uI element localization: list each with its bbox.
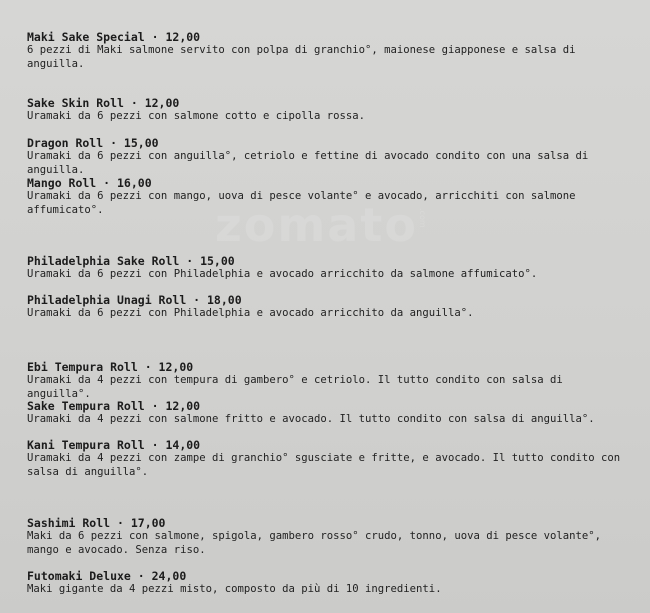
menu-item-description: Uramaki da 6 pezzi con Philadelphia e avocado arricchito da anguilla°.: [27, 307, 474, 319]
menu-item-description: Uramaki da 4 pezzi con tempura di gambero° e cetriolo. Il tutto condito con salsa di anguilla°.: [27, 374, 563, 400]
menu-item-dragon-roll: [27, 136, 627, 177]
menu-item-ebi-tempura-roll: [27, 360, 627, 401]
menu-item-title: Sake Tempura Roll · 12,00: [27, 399, 201, 413]
menu-item-title: Philadelphia Unagi Roll · 18,00: [27, 293, 242, 307]
menu-item-mango-roll: [27, 176, 627, 217]
menu-item-title: Sashimi Roll · 17,00: [27, 516, 166, 530]
menu-item-sake-tempura-roll: [27, 399, 627, 427]
menu-item-maki-sake-special: [27, 30, 627, 71]
menu-item-title: Futomaki Deluxe · 24,00: [27, 569, 187, 583]
menu-item-title: Sake Skin Roll · 12,00: [27, 96, 180, 110]
menu-item-sake-skin-roll: [27, 96, 627, 124]
menu-item-title: Dragon Roll · 15,00: [27, 136, 159, 150]
menu-item-description: Maki gigante da 4 pezzi misto, composto da più di 10 ingredienti.: [27, 583, 442, 595]
menu-item-description: Uramaki da 6 pezzi con mango, uova di pesce volante° e avocado, arricchiti con salmone affumicato°.: [27, 190, 576, 216]
menu-item-description: Uramaki da 4 pezzi con zampe di granchio° sgusciate e fritte, e avocado. Il tutto condito con salsa di anguilla°.: [27, 452, 621, 478]
watermark: zomato: [215, 198, 418, 252]
menu-item-title: Ebi Tempura Roll · 12,00: [27, 360, 194, 374]
menu-item-description: Uramaki da 4 pezzi con salmone fritto e avocado. Il tutto condito con salsa di anguilla°.: [27, 413, 595, 425]
menu-item-title: Philadelphia Sake Roll · 15,00: [27, 254, 235, 268]
menu-item-description: 6 pezzi di Maki salmone servito con polpa di granchio°, maionese giapponese e salsa di anguilla.: [27, 44, 576, 70]
menu-item-futomaki-deluxe: [27, 569, 627, 597]
menu-item-philadelphia-sake-roll: [27, 254, 627, 282]
menu-item-sashimi-roll: [27, 516, 627, 557]
menu-item-description: Uramaki da 6 pezzi con Philadelphia e avocado arricchito da salmone affumicato°.: [27, 268, 538, 280]
menu-item-title: Kani Tempura Roll · 14,00: [27, 438, 201, 452]
menu-item-description: Uramaki da 6 pezzi con salmone cotto e cipolla rossa.: [27, 110, 366, 122]
menu-item-title: Maki Sake Special · 12,00: [27, 30, 201, 44]
menu-item-description: Maki da 6 pezzi con salmone, spigola, gambero rosso° crudo, tonno, uova di pesce volante°, mango e avocado. Senza riso.: [27, 530, 602, 556]
watermark-suffix: .com: [418, 208, 427, 228]
menu-item-title: Mango Roll · 16,00: [27, 176, 152, 190]
menu-item-kani-tempura-roll: [27, 438, 627, 479]
menu-item-philadelphia-unagi-roll: [27, 293, 627, 321]
menu-item-description: Uramaki da 6 pezzi con anguilla°, cetriolo e fettine di avocado condito con una salsa di anguilla.: [27, 150, 589, 176]
